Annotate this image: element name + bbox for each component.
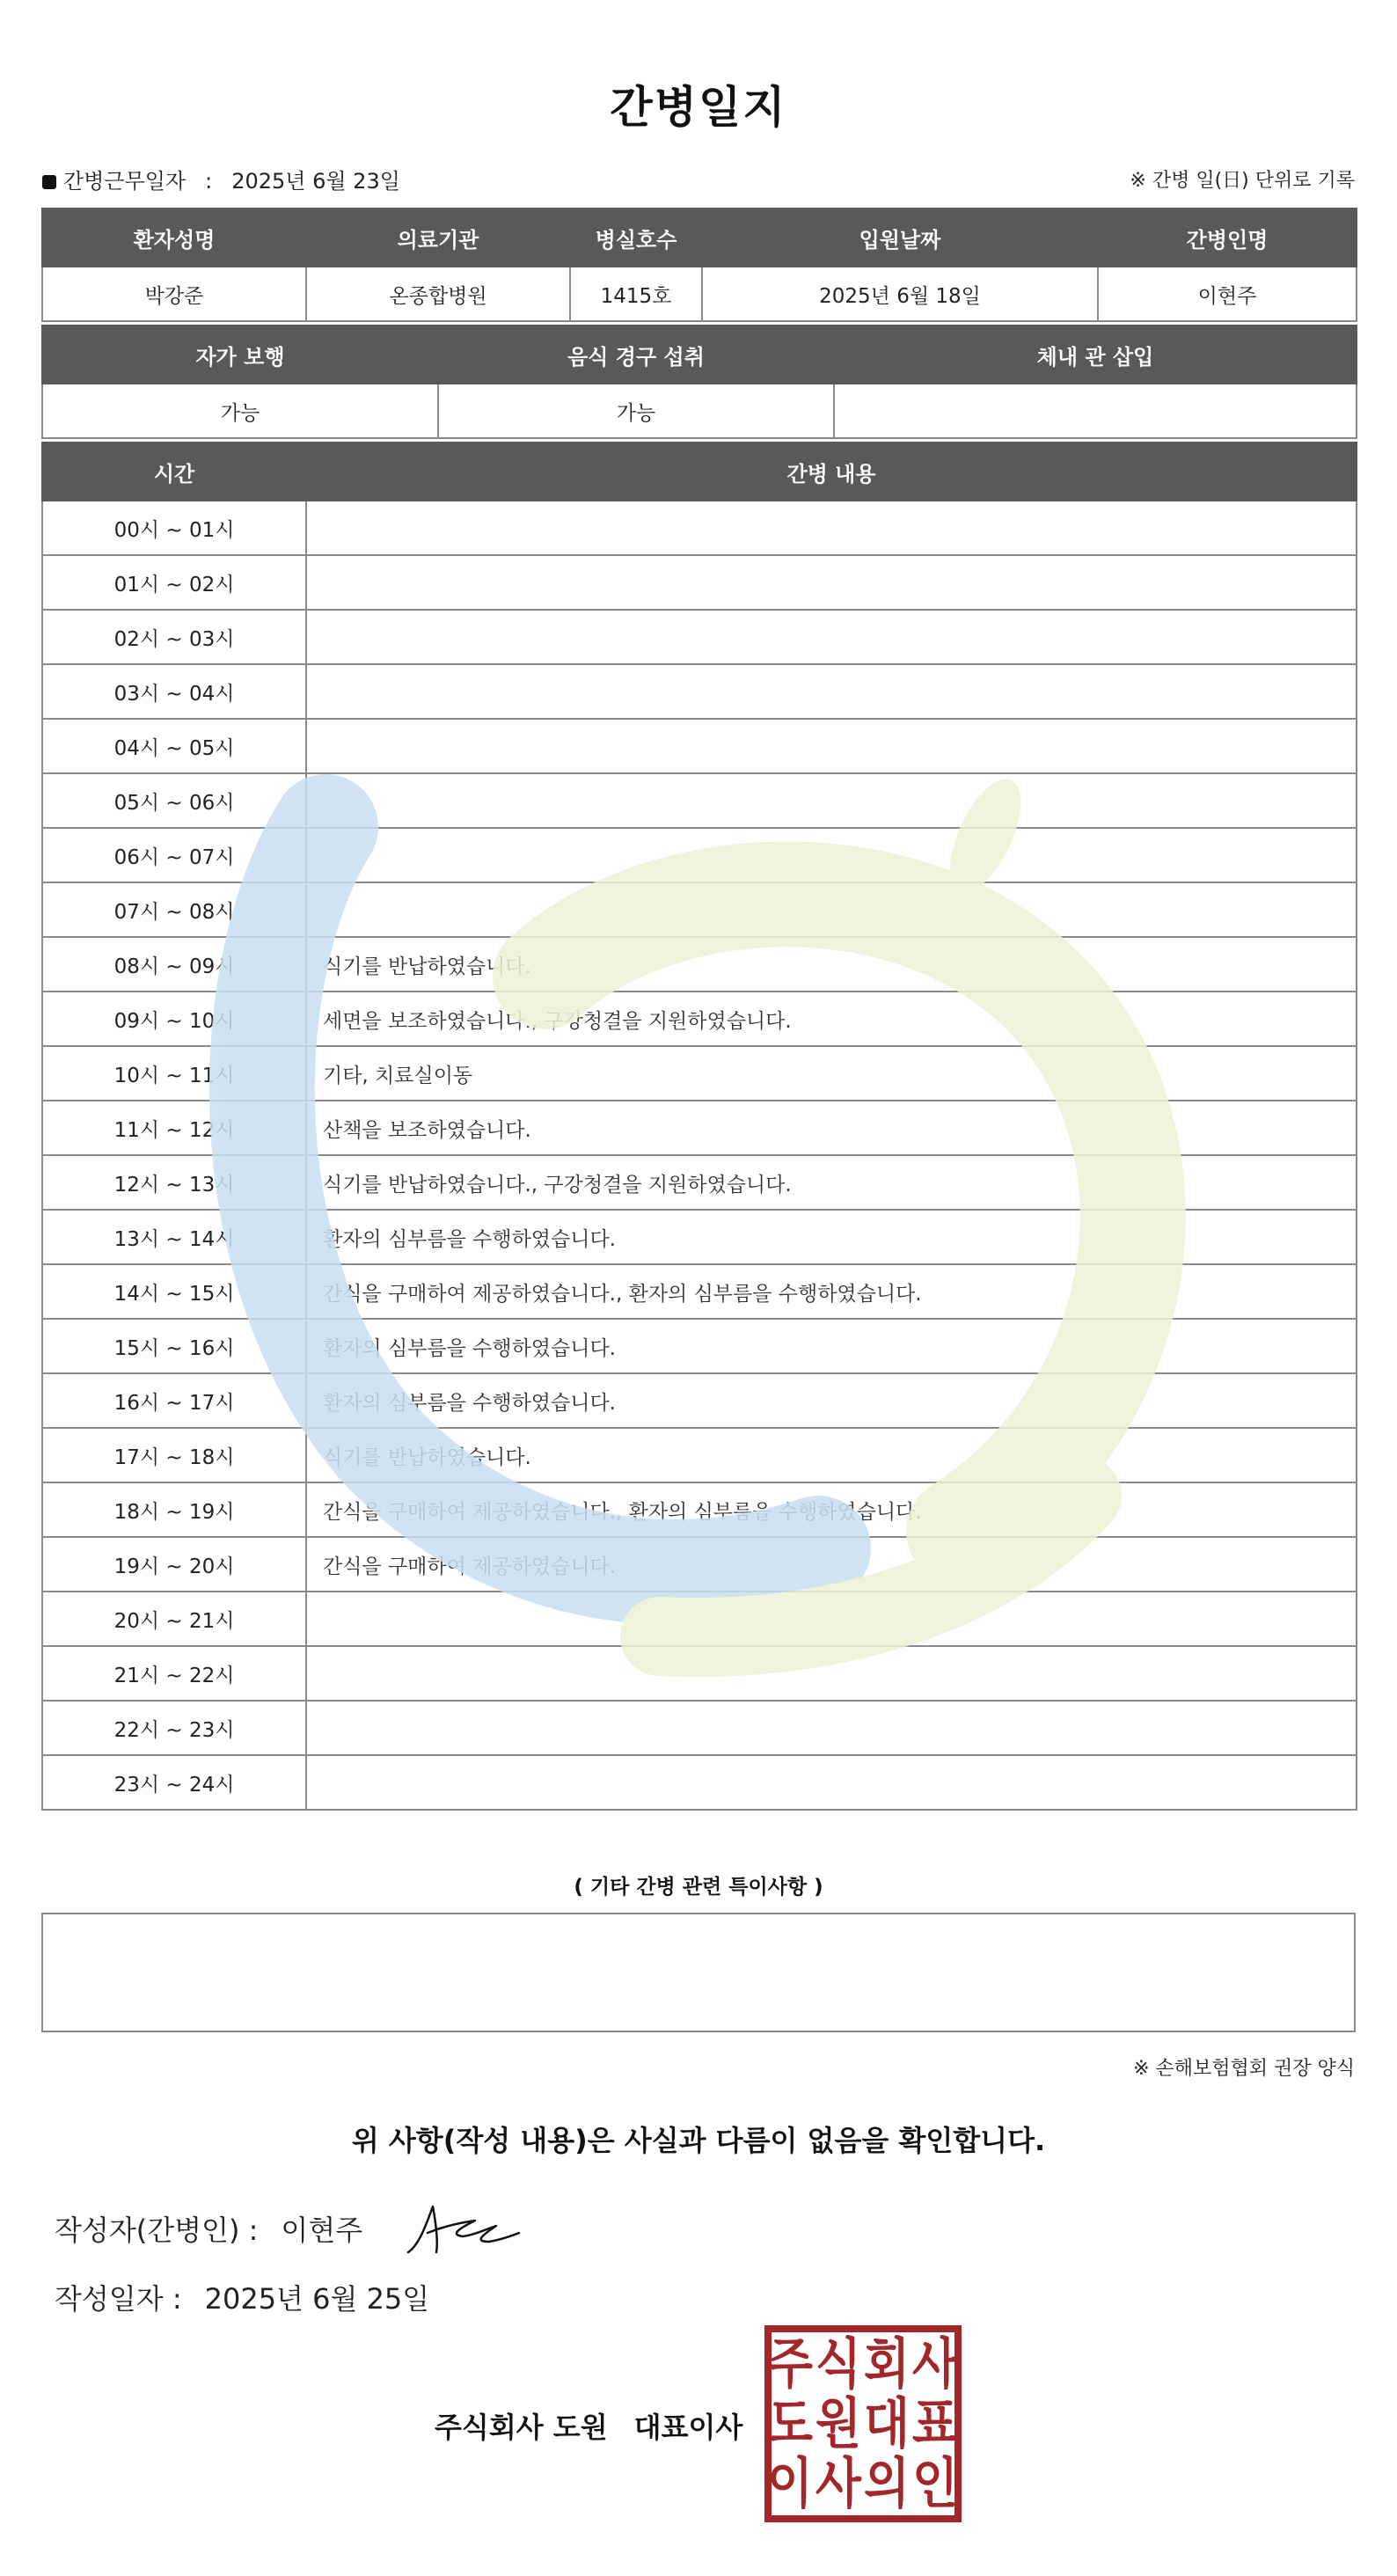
header-hospital: 의료기관 — [306, 209, 570, 267]
log-row — [42, 1373, 1357, 1428]
log-time: 01시 ~ 02시 — [42, 555, 306, 610]
log-row — [42, 1210, 1357, 1264]
log-time: 20시 ~ 21시 — [42, 1592, 306, 1646]
unit-note: ※ 간병 일(日) 단위로 기록 — [1130, 170, 1355, 192]
log-content — [306, 1701, 1357, 1755]
square-bullet-icon — [42, 175, 56, 189]
admission-date: 2025년 6월 18일 — [702, 267, 1098, 321]
log-content — [306, 1755, 1357, 1810]
walking-status: 가능 — [42, 384, 438, 438]
log-content — [306, 501, 1357, 555]
log-content: 산책을 보조하였습니다. — [306, 1101, 1357, 1155]
log-time: 05시 ~ 06시 — [42, 773, 306, 828]
log-time: 23시 ~ 24시 — [42, 1755, 306, 1810]
header-admission-date: 입원날짜 — [702, 209, 1098, 267]
stamp-glyph: 의 — [864, 2451, 910, 2515]
status-header-row — [42, 326, 1357, 384]
log-row — [42, 1755, 1357, 1810]
log-row — [42, 828, 1357, 882]
log-time: 12시 ~ 13시 — [42, 1155, 306, 1210]
log-content: 간식을 구매하여 제공하였습니다., 환자의 심부름을 수행하였습니다. — [306, 1482, 1357, 1537]
log-row — [42, 992, 1357, 1046]
log-row — [42, 1428, 1357, 1482]
stamp-glyph: 이 — [767, 2451, 813, 2515]
stamp-glyph: 원 — [816, 2391, 861, 2455]
room-number: 1415호 — [570, 267, 702, 321]
log-content — [306, 773, 1357, 828]
caregiver-name: 이현주 — [1098, 267, 1357, 321]
log-time: 11시 ~ 12시 — [42, 1101, 306, 1155]
signature — [401, 2191, 524, 2261]
log-content: 간식을 구매하여 제공하였습니다., 환자의 심부름을 수행하였습니다. — [306, 1264, 1357, 1319]
log-content: 식기를 반납하였습니다., 구강청결을 지원하였습니다. — [306, 1155, 1357, 1210]
log-row — [42, 1155, 1357, 1210]
stamp-glyph: 식 — [816, 2331, 861, 2396]
company-name: 주식회사 도원 — [435, 2411, 608, 2444]
patient-name: 박강준 — [42, 267, 306, 321]
log-time: 18시 ~ 19시 — [42, 1482, 306, 1537]
patient-status-table — [41, 325, 1357, 439]
log-time: 00시 ~ 01시 — [42, 501, 306, 555]
log-row — [42, 610, 1357, 664]
separator: : — [205, 169, 213, 194]
log-content: 환자의 심부름을 수행하였습니다. — [306, 1373, 1357, 1428]
write-date-label: 작성일자 : — [55, 2282, 182, 2316]
log-content — [306, 664, 1357, 719]
special-notes-title: ( 기타 간병 관련 특이사항 ) — [574, 1876, 823, 1899]
stamp-glyph: 도 — [767, 2391, 814, 2455]
log-row — [42, 1046, 1357, 1101]
header-walking: 자가 보행 — [42, 326, 438, 384]
log-row — [42, 1646, 1357, 1701]
stamp-glyph: 주 — [767, 2331, 814, 2396]
log-row — [42, 501, 1357, 555]
log-content — [306, 828, 1357, 882]
patient-info-table — [41, 208, 1357, 322]
log-time: 19시 ~ 20시 — [42, 1537, 306, 1592]
log-row — [42, 1264, 1357, 1319]
header-room: 병실호수 — [570, 209, 702, 267]
log-row — [42, 1101, 1357, 1155]
oral-intake-status: 가능 — [438, 384, 834, 438]
signature-stroke — [408, 2206, 519, 2252]
tube-status — [834, 384, 1357, 438]
header-oral-intake: 음식 경구 섭취 — [438, 326, 834, 384]
write-date-value: 2025년 6월 25일 — [204, 2282, 430, 2316]
log-content — [306, 1592, 1357, 1646]
stamp-glyph: 사 — [912, 2331, 959, 2396]
log-row — [42, 773, 1357, 828]
log-content: 환자의 심부름을 수행하였습니다. — [306, 1210, 1357, 1264]
company-line — [435, 2405, 742, 2446]
log-time: 09시 ~ 10시 — [42, 992, 306, 1046]
log-time: 06시 ~ 07시 — [42, 828, 306, 882]
stamp-glyph: 사 — [816, 2451, 862, 2515]
log-row — [42, 1592, 1357, 1646]
stamp-glyph: 회 — [864, 2331, 910, 2396]
header-tube: 체내 관 삽입 — [834, 326, 1357, 384]
patient-header-row — [42, 209, 1357, 267]
log-row — [42, 937, 1357, 992]
patient-value-row — [42, 267, 1357, 321]
log-content — [306, 882, 1357, 937]
log-row — [42, 1537, 1357, 1592]
work-date-value: 2025년 6월 23일 — [231, 169, 400, 194]
log-time: 04시 ~ 05시 — [42, 719, 306, 773]
work-date-label: 간병근무일자 — [63, 169, 187, 194]
ceo-title: 대표이사 — [633, 2411, 743, 2444]
log-time: 16시 ~ 17시 — [42, 1373, 306, 1428]
form-note: ※ 손해보험협회 권장 양식 — [1133, 2058, 1355, 2080]
log-time: 10시 ~ 11시 — [42, 1046, 306, 1101]
log-time: 22시 ~ 23시 — [42, 1701, 306, 1755]
stamp-glyph: 인 — [912, 2451, 958, 2515]
writer-line — [55, 2208, 362, 2249]
header-care-content: 간병 내용 — [306, 443, 1357, 501]
writer-label: 작성자(간병인) : — [55, 2214, 259, 2247]
log-content — [306, 555, 1357, 610]
log-time: 03시 ~ 04시 — [42, 664, 306, 719]
header-caregiver: 간병인명 — [1098, 209, 1357, 267]
write-date-line — [55, 2277, 429, 2317]
company-seal-stamp — [764, 2324, 962, 2523]
log-time: 15시 ~ 16시 — [42, 1319, 306, 1373]
special-notes-box — [41, 1913, 1356, 2032]
page-title: 간병일지 — [610, 82, 787, 133]
log-content — [306, 719, 1357, 773]
log-content: 식기를 반납하였습니다. — [306, 937, 1357, 992]
log-content: 식기를 반납하였습니다. — [306, 1428, 1357, 1482]
log-content — [306, 610, 1357, 664]
log-content — [306, 1646, 1357, 1701]
log-time: 08시 ~ 09시 — [42, 937, 306, 992]
log-content: 간식을 구매하여 제공하였습니다. — [306, 1537, 1357, 1592]
hospital-name: 온종합병원 — [306, 267, 570, 321]
log-row — [42, 719, 1357, 773]
log-time: 02시 ~ 03시 — [42, 610, 306, 664]
log-content: 세면을 보조하였습니다., 구강청결을 지원하였습니다. — [306, 992, 1357, 1046]
log-row — [42, 1319, 1357, 1373]
log-time: 14시 ~ 15시 — [42, 1264, 306, 1319]
header-time: 시간 — [42, 443, 306, 501]
log-row — [42, 555, 1357, 610]
log-time: 13시 ~ 14시 — [42, 1210, 306, 1264]
confirmation-statement: 위 사항(작성 내용)은 사실과 다름이 없음을 확인합니다. — [351, 2124, 1046, 2157]
writer-name: 이현주 — [281, 2214, 363, 2247]
log-content: 기타, 치료실이동 — [306, 1046, 1357, 1101]
stamp-glyph: 표 — [912, 2391, 959, 2455]
log-time: 17시 ~ 18시 — [42, 1428, 306, 1482]
log-content: 환자의 심부름을 수행하였습니다. — [306, 1319, 1357, 1373]
status-value-row — [42, 384, 1357, 438]
log-time: 07시 ~ 08시 — [42, 882, 306, 937]
work-date-line — [42, 164, 400, 194]
log-row — [42, 882, 1357, 937]
log-header-row — [42, 443, 1357, 501]
log-row — [42, 664, 1357, 719]
stamp-glyph: 대 — [864, 2391, 910, 2455]
care-log-table — [41, 442, 1357, 1811]
log-row — [42, 1482, 1357, 1537]
log-row — [42, 1701, 1357, 1755]
header-patient-name: 환자성명 — [42, 209, 306, 267]
log-time: 21시 ~ 22시 — [42, 1646, 306, 1701]
